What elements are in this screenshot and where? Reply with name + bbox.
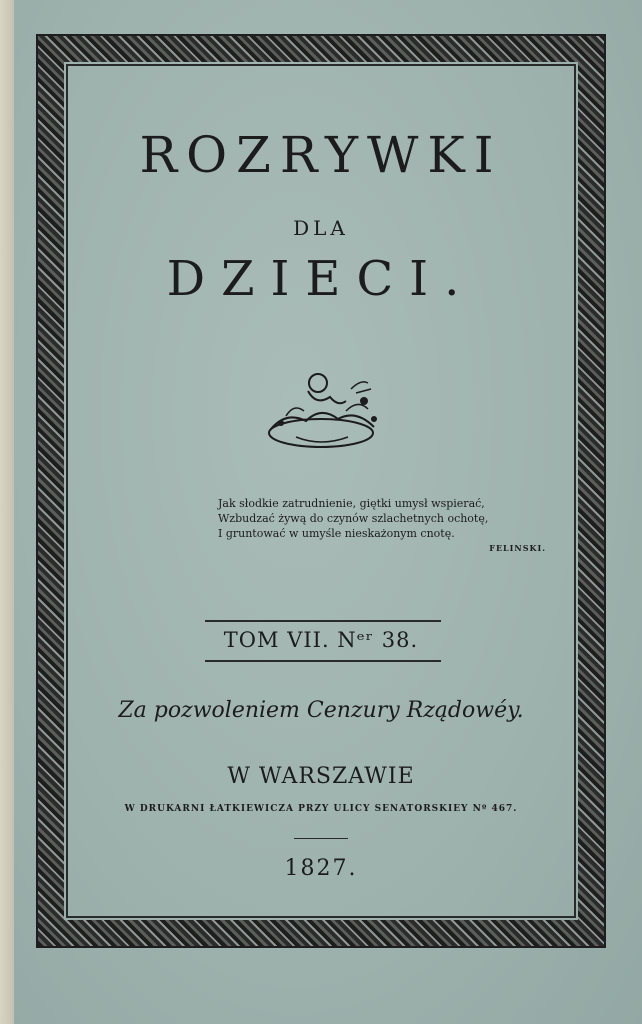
title-page-content [68, 66, 574, 916]
epigraph-line: Wzbudzać żywą do czynów szlachetnych ochotę, [218, 512, 489, 525]
short-rule [294, 838, 348, 839]
printer-address: W DRUKARNI ŁATKIEWICZA PRZY ULICY SENATORSKIEY Nº 467. [124, 804, 518, 814]
rule-above-volume [205, 620, 441, 622]
book-title: ROZRYWKI [139, 126, 503, 184]
subtitle-connector: DLA [293, 216, 349, 240]
epigraph [218, 496, 548, 556]
volume-number: TOM VII. Nᵉʳ 38. [223, 628, 419, 652]
epigraph-author: FELINSKI. [489, 543, 546, 553]
censorship-note: Za pozwoleniem Cenzury Rządowéy. [118, 698, 524, 723]
cherub-vignette-icon [246, 361, 396, 461]
rule-below-volume [205, 660, 441, 662]
publication-year: 1827. [284, 856, 358, 881]
publication-city: W WARSZAWIE [227, 764, 415, 789]
book-subtitle: DZIECI. [166, 251, 476, 307]
epigraph-line: I gruntować w umyśle nieskażonym cnotę. [218, 527, 455, 540]
epigraph-line: Jak słodkie zatrudnienie, giętki umysł wspierać, [218, 497, 485, 510]
